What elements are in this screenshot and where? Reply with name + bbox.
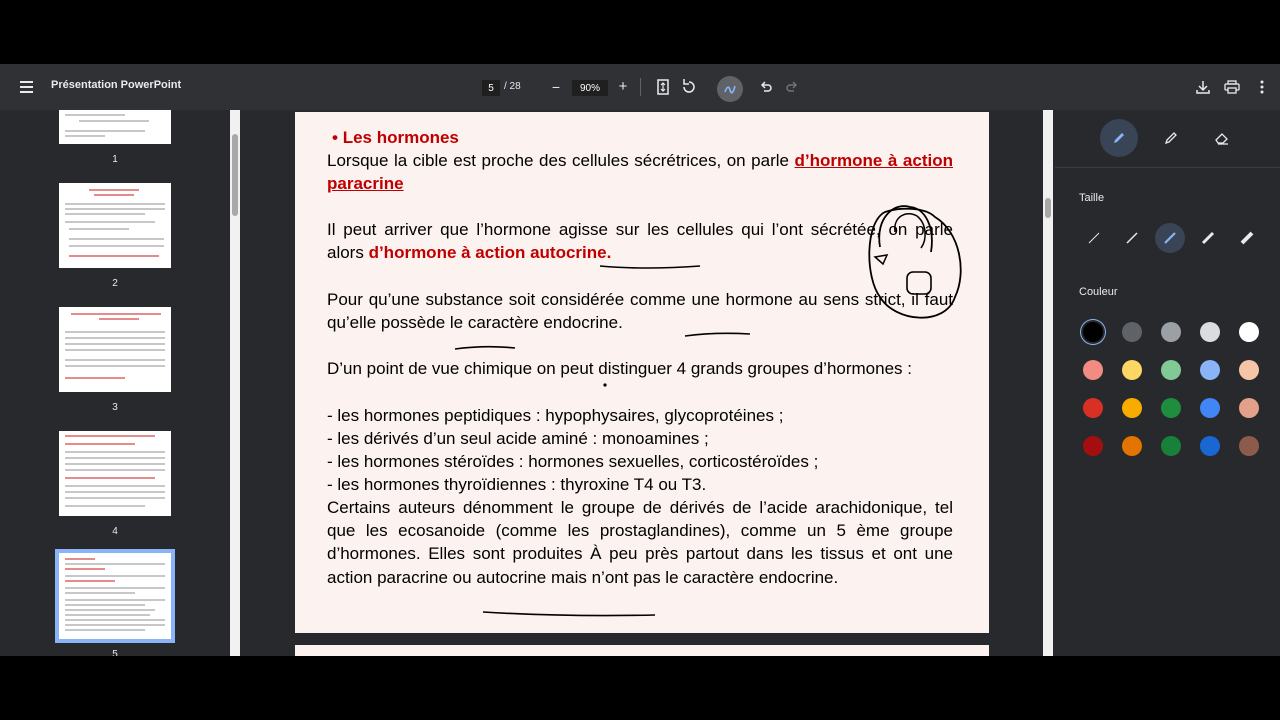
color-swatch[interactable] <box>1122 322 1142 342</box>
more-vert-icon[interactable] <box>1251 76 1273 98</box>
thumbnail-number: 5 <box>112 649 118 656</box>
color-swatch[interactable] <box>1200 360 1220 380</box>
color-swatch[interactable] <box>1200 436 1220 456</box>
document-title: Présentation PowerPoint <box>51 79 182 91</box>
toolbar <box>0 64 1280 110</box>
color-swatch[interactable] <box>1239 322 1259 342</box>
thumbnail-number: 4 <box>112 526 118 537</box>
hormone-list-item: - les hormones peptidiques : hypophysaires, glycoprotéines ; <box>327 406 784 425</box>
stroke-size-4[interactable] <box>1193 223 1223 253</box>
toolbar-divider <box>640 78 641 96</box>
color-swatch[interactable] <box>1239 398 1259 418</box>
stroke-size-1[interactable] <box>1079 223 1109 253</box>
thumbnail-page-5[interactable] <box>59 553 171 639</box>
color-swatch[interactable] <box>1239 436 1259 456</box>
thumbnail-scrollbar[interactable] <box>230 110 240 656</box>
pdf-page-5 <box>295 112 989 633</box>
color-swatch[interactable] <box>1200 398 1220 418</box>
color-swatch[interactable] <box>1161 360 1181 380</box>
pdf-page-6 <box>295 645 989 656</box>
document-scrollbar[interactable] <box>1043 110 1053 656</box>
thumbnail-number: 3 <box>112 402 118 413</box>
hormone-list-item: - les hormones stéroïdes : hormones sexuelles, corticostéroïdes ; <box>327 452 819 471</box>
pdf-viewer <box>0 64 1280 656</box>
color-swatch[interactable] <box>1122 360 1142 380</box>
color-swatch[interactable] <box>1083 322 1103 342</box>
thumbnail-page-4[interactable] <box>59 431 171 516</box>
color-swatch[interactable] <box>1083 360 1103 380</box>
color-swatch[interactable] <box>1122 436 1142 456</box>
zoom-input[interactable]: 90% <box>572 80 608 96</box>
hormone-list-item: - les hormones thyroïdiennes : thyroxine T4 ou T3. <box>327 475 707 494</box>
eraser-icon[interactable] <box>1203 119 1241 157</box>
paragraph-eicosanoids: Certains auteurs dénomment le groupe de dérivés de l’acide arachidonique, tel que les ecosanoide (comme les prostaglandines), comme un 5 ème groupe d’hormones. Elles sont produites À peu près partout dans les tissus et ont une action paracrine ou autocrine mais n’ont pas le caractère endocrine. <box>327 498 953 587</box>
plus-icon[interactable]: + <box>618 77 628 95</box>
paragraph-autocrine: Il peut arriver que l’hormone agisse sur les cellules qui l’ont sécrétée, on parle alors d’hormone à action autocrine. <box>327 220 953 263</box>
download-icon[interactable] <box>1192 76 1214 98</box>
stroke-size-3[interactable] <box>1155 223 1185 253</box>
page-number-input[interactable]: 5 <box>482 80 500 96</box>
stroke-size-2[interactable] <box>1117 223 1147 253</box>
minus-icon[interactable]: − <box>551 79 561 95</box>
thumbnail-page-1[interactable] <box>59 110 171 144</box>
hamburger-menu-icon[interactable] <box>14 76 38 98</box>
color-swatch[interactable] <box>1122 398 1142 418</box>
paragraph-endocrine: Pour qu’une substance soit considérée comme une hormone au sens strict, il faut qu’elle possède le caractère endocrine. <box>327 290 953 333</box>
highlighter-icon[interactable] <box>1152 119 1190 157</box>
size-label: Taille <box>1079 192 1105 204</box>
color-swatch[interactable] <box>1161 398 1181 418</box>
thumbnail-page-2[interactable] <box>59 183 171 268</box>
pen-icon[interactable] <box>1100 119 1138 157</box>
print-icon[interactable] <box>1221 76 1243 98</box>
ink-annotations <box>295 112 989 633</box>
hormone-list-item: - les dérivés d’un seul acide aminé : monoamines ; <box>327 429 709 448</box>
color-swatch[interactable] <box>1083 436 1103 456</box>
color-swatch[interactable] <box>1239 360 1259 380</box>
rotate-icon[interactable] <box>678 76 700 98</box>
stroke-size-5[interactable] <box>1232 223 1262 253</box>
thumbnail-sidebar <box>0 110 230 656</box>
color-label: Couleur <box>1079 286 1118 298</box>
heading-text: Les hormones <box>342 128 459 147</box>
fit-page-icon[interactable] <box>652 76 674 98</box>
annotate-icon[interactable] <box>717 76 743 102</box>
color-swatch[interactable] <box>1200 322 1220 342</box>
thumbnail-page-3[interactable] <box>59 307 171 392</box>
page-total: / 28 <box>504 81 521 92</box>
color-swatch[interactable] <box>1083 398 1103 418</box>
redo-icon[interactable] <box>781 76 803 98</box>
color-swatch[interactable] <box>1161 436 1181 456</box>
heading-bullet: • <box>332 128 338 147</box>
paragraph-chemical-groups: D’un point de vue chimique on peut distinguer 4 grands groupes d’hormones : <box>327 359 912 378</box>
thumbnail-number: 1 <box>112 154 118 165</box>
paragraph-paracrine: Lorsque la cible est proche des cellules sécrétrices, on parle d’hormone à action paracrine <box>327 151 953 194</box>
thumbnail-number: 2 <box>112 278 118 289</box>
color-swatch[interactable] <box>1161 322 1181 342</box>
undo-icon[interactable] <box>755 76 777 98</box>
annotation-panel <box>1055 110 1280 656</box>
annotation-tools <box>1055 110 1280 168</box>
